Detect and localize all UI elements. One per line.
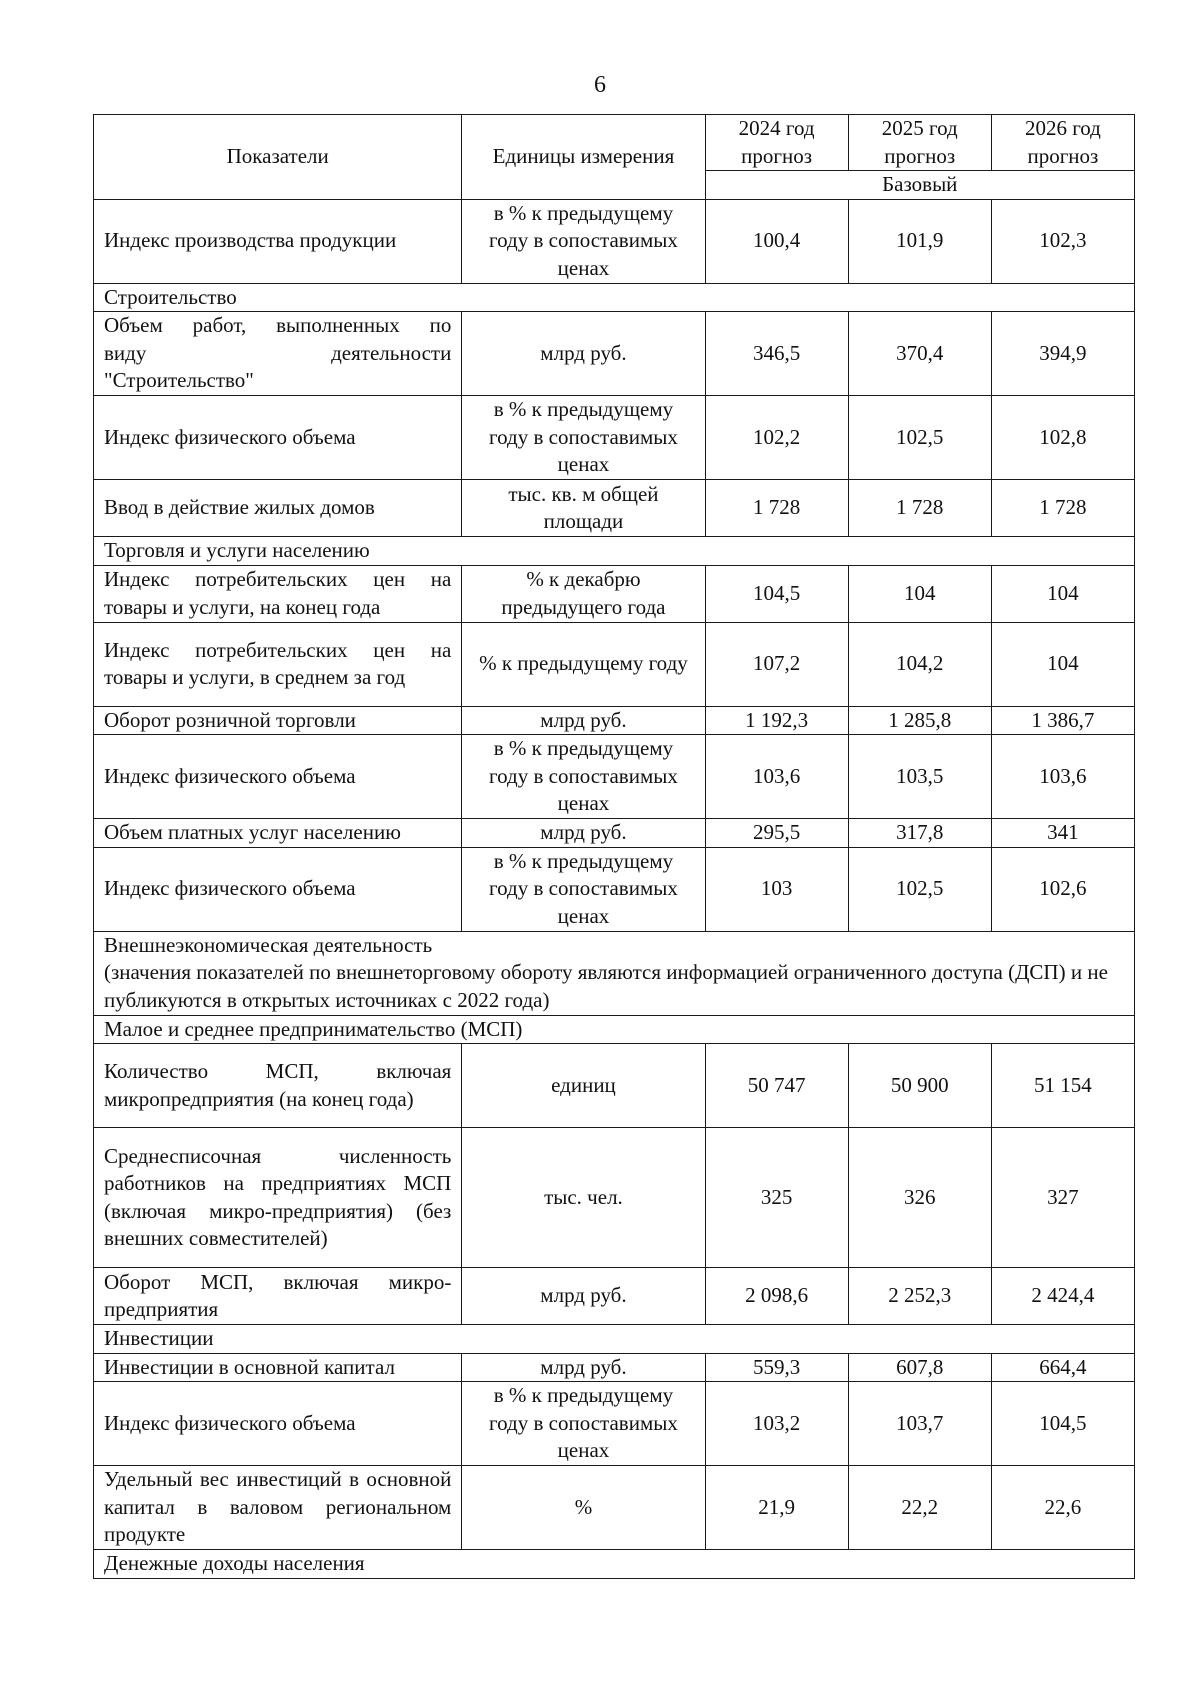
value-2025: 101,9 xyxy=(848,199,991,283)
value-2024: 1 728 xyxy=(705,480,848,537)
header-scenario: Базовый xyxy=(705,171,1134,200)
unit-cell: тыс. кв. м общей площади xyxy=(462,480,705,537)
unit-cell: млрд руб. xyxy=(462,819,705,848)
section-row xyxy=(94,537,1135,566)
forecast-table xyxy=(93,114,1135,1579)
value-2024: 325 xyxy=(705,1128,848,1268)
value-2026: 394,9 xyxy=(991,312,1134,396)
value-2026: 51 154 xyxy=(991,1044,1134,1128)
indicator-name: Оборот МСП, включая микро-предприятия xyxy=(94,1268,462,1325)
header-year-2025: 2025 год прогноз xyxy=(848,115,991,171)
value-2024: 103,6 xyxy=(705,735,848,819)
unit-cell: в % к предыдущему году в сопоставимых ценах xyxy=(462,847,705,931)
section-row xyxy=(94,1325,1135,1354)
table-row xyxy=(94,1128,1135,1268)
section-row xyxy=(94,931,1135,1015)
section-row xyxy=(94,1550,1135,1579)
value-2026: 104,5 xyxy=(991,1382,1134,1466)
value-2026: 104 xyxy=(991,565,1134,622)
indicator-name: Индекс физического объема xyxy=(94,735,462,819)
unit-cell: млрд руб. xyxy=(462,1268,705,1325)
indicator-name: Удельный вес инвестиций в основной капитал в валовом региональном продукте xyxy=(94,1466,462,1550)
value-2024: 50 747 xyxy=(705,1044,848,1128)
table-row xyxy=(94,706,1135,735)
value-2025: 370,4 xyxy=(848,312,991,396)
indicator-name: Индекс физического объема xyxy=(94,396,462,480)
value-2026: 104 xyxy=(991,622,1134,706)
indicator-name: Количество МСП, включая микропредприятия (на конец года) xyxy=(94,1044,462,1128)
indicator-name: Объем работ, выполненных по виду деятельности "Строительство" xyxy=(94,312,462,396)
value-2025: 103,7 xyxy=(848,1382,991,1466)
value-2026: 341 xyxy=(991,819,1134,848)
value-2025: 317,8 xyxy=(848,819,991,848)
header-year-2026: 2026 год прогноз xyxy=(991,115,1134,171)
value-2024: 295,5 xyxy=(705,819,848,848)
value-2025: 102,5 xyxy=(848,847,991,931)
value-2025: 1 285,8 xyxy=(848,706,991,735)
section-title: Инвестиции xyxy=(94,1325,1135,1354)
table-row xyxy=(94,1353,1135,1382)
value-2024: 103,2 xyxy=(705,1382,848,1466)
table-row xyxy=(94,1044,1135,1128)
section-title: Строительство xyxy=(94,283,1135,312)
value-2026: 103,6 xyxy=(991,735,1134,819)
page-number: 6 xyxy=(594,72,606,98)
table-row xyxy=(94,1382,1135,1466)
value-2025: 102,5 xyxy=(848,396,991,480)
table-row xyxy=(94,847,1135,931)
value-2026: 2 424,4 xyxy=(991,1268,1134,1325)
table-row xyxy=(94,199,1135,283)
indicator-name: Индекс производства продукции xyxy=(94,199,462,283)
table-row xyxy=(94,480,1135,537)
header-year-2024: 2024 год прогноз xyxy=(705,115,848,171)
value-2026: 102,6 xyxy=(991,847,1134,931)
value-2025: 50 900 xyxy=(848,1044,991,1128)
unit-cell: единиц xyxy=(462,1044,705,1128)
unit-cell: в % к предыдущему году в сопоставимых ценах xyxy=(462,199,705,283)
table-row xyxy=(94,396,1135,480)
value-2024: 107,2 xyxy=(705,622,848,706)
value-2025: 103,5 xyxy=(848,735,991,819)
value-2024: 100,4 xyxy=(705,199,848,283)
indicator-name: Индекс потребительских цен на товары и услуги, на конец года xyxy=(94,565,462,622)
value-2026: 22,6 xyxy=(991,1466,1134,1550)
value-2025: 607,8 xyxy=(848,1353,991,1382)
indicator-name: Индекс физического объема xyxy=(94,847,462,931)
section-row xyxy=(94,283,1135,312)
table-row xyxy=(94,1268,1135,1325)
value-2025: 104,2 xyxy=(848,622,991,706)
indicator-name: Среднесписочная численность работников на предприятиях МСП (включая микро-предприятия) (без внешних совместителей) xyxy=(94,1128,462,1268)
section-title: Малое и среднее предпринимательство (МСП) xyxy=(94,1015,1135,1044)
value-2024: 104,5 xyxy=(705,565,848,622)
value-2025: 1 728 xyxy=(848,480,991,537)
value-2024: 102,2 xyxy=(705,396,848,480)
value-2024: 346,5 xyxy=(705,312,848,396)
unit-cell: млрд руб. xyxy=(462,706,705,735)
indicator-name: Объем платных услуг населению xyxy=(94,819,462,848)
table-header-row xyxy=(94,115,1135,171)
unit-cell: млрд руб. xyxy=(462,1353,705,1382)
section-title: Денежные доходы населения xyxy=(94,1550,1135,1579)
section-foreign-trade xyxy=(94,931,1135,1015)
value-2026: 1 386,7 xyxy=(991,706,1134,735)
header-indicator: Показатели xyxy=(94,115,462,200)
value-2026: 102,3 xyxy=(991,199,1134,283)
table-row xyxy=(94,735,1135,819)
indicator-name: Инвестиции в основной капитал xyxy=(94,1353,462,1382)
table-row xyxy=(94,565,1135,622)
table-row xyxy=(94,1466,1135,1550)
value-2026: 327 xyxy=(991,1128,1134,1268)
unit-cell: в % к предыдущему году в сопоставимых ценах xyxy=(462,735,705,819)
section-row xyxy=(94,1015,1135,1044)
value-2025: 104 xyxy=(848,565,991,622)
unit-cell: тыс. чел. xyxy=(462,1128,705,1268)
unit-cell: в % к предыдущему году в сопоставимых ценах xyxy=(462,1382,705,1466)
indicator-name: Индекс потребительских цен на товары и услуги, в среднем за год xyxy=(94,622,462,706)
header-unit: Единицы измерения xyxy=(462,115,705,200)
indicator-name: Ввод в действие жилых домов xyxy=(94,480,462,537)
value-2024: 2 098,6 xyxy=(705,1268,848,1325)
value-2024: 103 xyxy=(705,847,848,931)
section-title: Торговля и услуги населению xyxy=(94,537,1135,566)
section-title: Внешнеэкономическая деятельность xyxy=(104,932,433,957)
unit-cell: млрд руб. xyxy=(462,312,705,396)
unit-cell: % xyxy=(462,1466,705,1550)
table-row xyxy=(94,312,1135,396)
section-note: (значения показателей по внешнеторговому обороту являются информацией ограниченного доступа (ДСП) и не публикуются в открытых источниках с 2022 года) xyxy=(104,960,1108,1012)
table-row xyxy=(94,622,1135,706)
indicator-name: Оборот розничной торговли xyxy=(94,706,462,735)
unit-cell: в % к предыдущему году в сопоставимых ценах xyxy=(462,396,705,480)
value-2024: 1 192,3 xyxy=(705,706,848,735)
table-row xyxy=(94,819,1135,848)
value-2026: 664,4 xyxy=(991,1353,1134,1382)
value-2026: 102,8 xyxy=(991,396,1134,480)
unit-cell: % к декабрю предыдущего года xyxy=(462,565,705,622)
indicator-name: Индекс физического объема xyxy=(94,1382,462,1466)
value-2026: 1 728 xyxy=(991,480,1134,537)
unit-cell: % к предыдущему году xyxy=(462,622,705,706)
value-2025: 2 252,3 xyxy=(848,1268,991,1325)
value-2025: 22,2 xyxy=(848,1466,991,1550)
value-2024: 21,9 xyxy=(705,1466,848,1550)
value-2025: 326 xyxy=(848,1128,991,1268)
value-2024: 559,3 xyxy=(705,1353,848,1382)
